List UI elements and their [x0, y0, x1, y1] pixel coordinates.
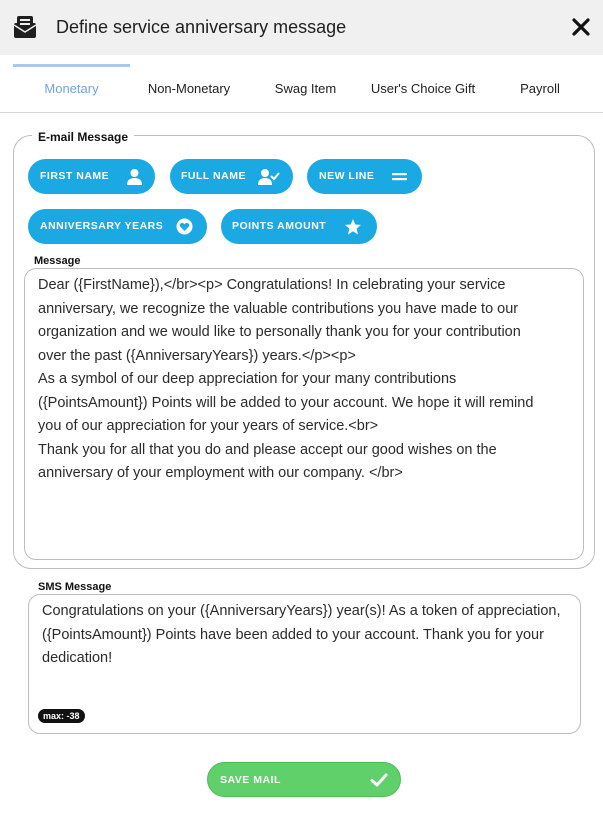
full-name-label: FULL NAME [181, 170, 246, 182]
message-line: anniversary, we recognize the valuable contributions you have made to our [38, 300, 519, 317]
sms-line: Congratulations on your ({AnniversaryYears}) year(s)! As a token of appreciation, [42, 603, 561, 619]
sms-line: dedication! [42, 650, 113, 666]
user-check-icon [258, 168, 280, 185]
sms-message-label: SMS Message [32, 581, 117, 593]
message-line: Dear ({FirstName}),</br><p> Congratulations! In celebrating your service [38, 277, 506, 293]
sms-line: ({PointsAmount}) Points have been added to your account. Thank you for your [42, 626, 544, 643]
star-icon [344, 218, 362, 236]
message-line: anniversary of your employment with our company. </br> [38, 465, 403, 481]
first-name-label: FIRST NAME [40, 170, 110, 182]
check-icon [370, 772, 388, 788]
message-line: you of our appreciation for your years of service.<br> [38, 418, 379, 434]
mail-envelope-icon [12, 14, 38, 40]
save-mail-button[interactable] [207, 762, 401, 797]
tab-users-choice-gift[interactable]: User's Choice Gift [370, 81, 476, 96]
save-mail-label: SAVE MAIL [220, 774, 281, 786]
new-line-label: NEW LINE [319, 170, 375, 182]
first-name-button[interactable] [28, 159, 155, 194]
equals-icon [391, 168, 408, 185]
new-line-button[interactable] [307, 159, 422, 194]
message-line: organization and we would like to personally thank you for your contribution [38, 324, 521, 340]
message-line: Thank you for all that you do and please accept our good wishes on the [38, 441, 497, 458]
anniversary-years-button[interactable] [28, 209, 207, 244]
heart-circle-icon [176, 218, 193, 235]
tab-bar [0, 55, 603, 113]
user-icon [126, 168, 143, 185]
tab-non-monetary[interactable]: Non-Monetary [147, 81, 231, 96]
anniversary-years-label: ANNIVERSARY YEARS [40, 220, 164, 232]
tab-monetary[interactable]: Monetary [44, 81, 99, 96]
tab-swag-item[interactable]: Swag Item [274, 81, 337, 96]
points-amount-label: POINTS AMOUNT [232, 220, 327, 232]
tab-payroll[interactable]: Payroll [520, 81, 560, 96]
message-textarea[interactable] [24, 268, 584, 560]
points-amount-button[interactable] [221, 209, 377, 244]
sms-textarea[interactable] [28, 594, 581, 734]
full-name-button[interactable] [170, 159, 293, 194]
close-icon[interactable] [570, 16, 592, 38]
message-label: Message [28, 255, 86, 267]
dialog-header [0, 0, 603, 55]
email-message-legend: E-mail Message [32, 130, 134, 144]
message-line: ({PointsAmount}) Points will be added to your account. We hope it will remind [38, 394, 534, 411]
message-line: As a symbol of our deep appreciation for your many contributions [38, 371, 457, 387]
dialog-title: Define service anniversary message [56, 17, 347, 37]
max-length-badge: max: -38 [38, 709, 85, 723]
message-line: over the past ({AnniversaryYears}) years.</p><p> [38, 347, 356, 364]
